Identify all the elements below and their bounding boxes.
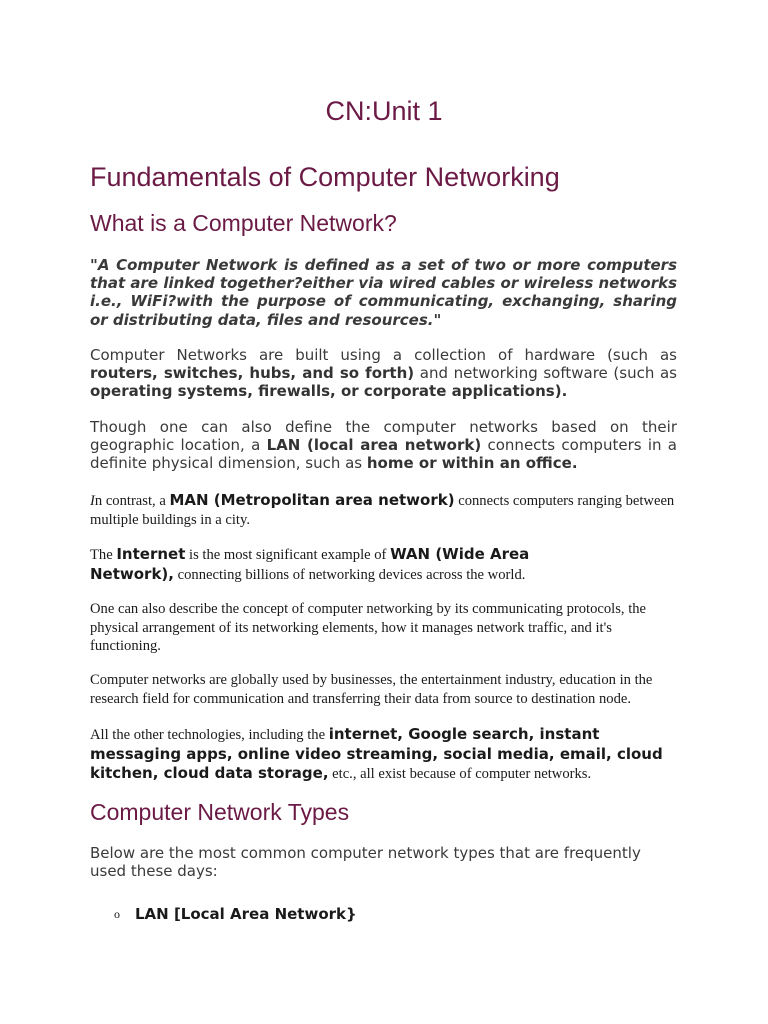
italic-run: I xyxy=(90,493,95,509)
text-run: n contrast, a xyxy=(94,493,170,509)
text-run: The xyxy=(90,547,117,563)
bold-run: routers, switches, hubs, and so forth) xyxy=(90,364,415,383)
bold-run: WAN (Wide Area Network), xyxy=(90,545,530,583)
paragraph-hardware-software xyxy=(90,346,677,401)
bold-run: LAN (local area network) xyxy=(266,436,482,455)
definition-quote: "A Computer Network is defined as a set of two or more computers that are linked together?either via wired cables or wireless networks i.e., WiFi?with the purpose of communicating, exchanging, sharing or distributing data, files and resources." xyxy=(90,256,677,329)
text-run: is the most significant example of xyxy=(185,547,391,563)
paragraph-global-use: Computer networks are globally used by businesses, the entertainment industry, education in the research field for communication and transferring their data from source to destination node. xyxy=(90,672,653,707)
text-run: All the other technologies, including the xyxy=(90,727,329,743)
paragraph-technologies xyxy=(90,725,677,784)
text-run: Though one can also define the computer networks based on their geographic location, a xyxy=(90,418,677,455)
bold-run: Internet xyxy=(116,545,186,563)
bold-run: operating systems, firewalls, or corporate applications). xyxy=(90,382,568,401)
paragraph-network-types-intro: Below are the most common computer network types that are frequently used these days: xyxy=(90,844,641,881)
main-heading: Fundamentals of Computer Networking xyxy=(90,162,560,192)
text-run: connects computers ranging between multiple buildings in a city. xyxy=(90,493,675,528)
section-heading-what-is: What is a Computer Network? xyxy=(90,210,397,236)
bullet-icon: o xyxy=(114,907,120,921)
section-heading-network-types: Computer Network Types xyxy=(90,799,350,825)
bold-run: internet, Google search, instant messaging apps, online video streaming, social media, email, cloud kitchen, cloud data storage, xyxy=(90,725,663,783)
paragraph-lan xyxy=(90,418,677,473)
list-item xyxy=(114,905,357,923)
text-run: connecting billions of networking devices across the world. xyxy=(174,566,526,583)
text-run: etc., all exist because of computer networks. xyxy=(328,766,592,783)
bold-run: home or within an office. xyxy=(366,454,578,473)
bold-run: MAN (Metropolitan area network) xyxy=(169,491,455,509)
document-title: CN:Unit 1 xyxy=(325,96,443,126)
paragraph-wan xyxy=(90,545,560,584)
list-item-label: LAN [Local Area Network} xyxy=(135,905,357,923)
paragraph-protocols: One can also describe the concept of computer networking by its communicating protocols, the physical arrangement of its networking elements, how it manages network traffic, and it's functioning. xyxy=(90,601,647,655)
text-run: and networking software (such as xyxy=(414,364,677,383)
text-run: Computer Networks are built using a collection of hardware (such as xyxy=(90,346,677,364)
paragraph-man xyxy=(90,491,677,529)
text-run: connects computers in a definite physical dimension, such as xyxy=(90,436,677,473)
